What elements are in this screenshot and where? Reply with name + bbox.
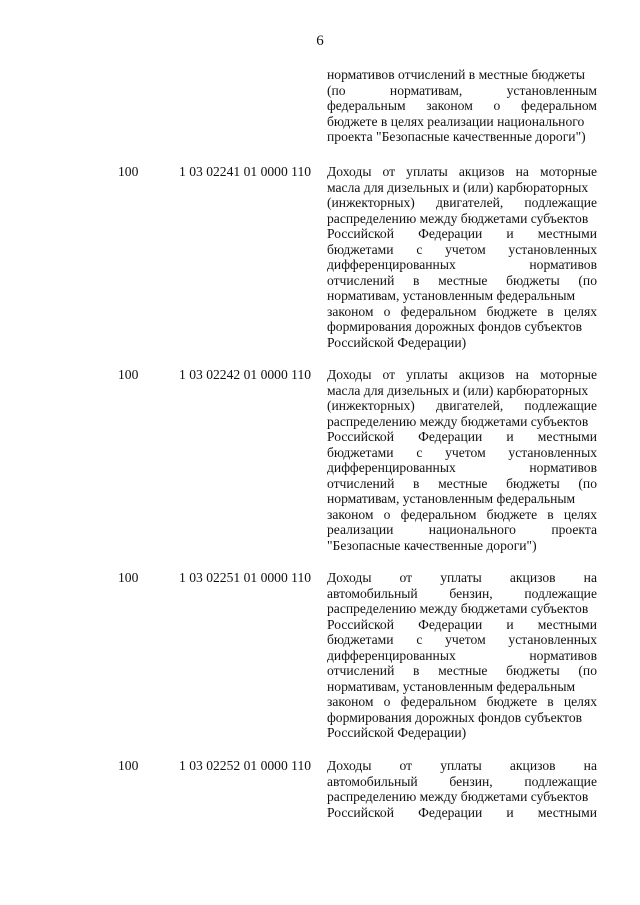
continuation-description [327, 67, 597, 145]
description-line: Российской Федерации и местными [327, 616, 597, 632]
description-line: распределению между бюджетами субъектов [327, 789, 589, 805]
description-line: нормативов отчислений в местные бюджеты [327, 67, 585, 82]
description-line: нормативам, установленным федеральным [327, 678, 576, 694]
description-line: законом о федеральном бюджете в целях [327, 694, 597, 710]
description-line: "Безопасные качественные дороги") [327, 538, 537, 554]
admin-code: 100 [118, 570, 139, 585]
description-line: Доходы от уплаты акцизов на [327, 758, 597, 773]
description-line: бюджетами с учетом установленных [327, 632, 597, 648]
description-line: бюджетами с учетом установленных [327, 444, 597, 460]
description-line: нормативам, установленным федеральным [327, 491, 576, 507]
description-line: бюджете в целях реализации национального [327, 113, 585, 129]
description-line: Российской Федерации и местными [327, 804, 597, 820]
description-line: бюджетами с учетом установленных [327, 241, 597, 257]
description-line: автомобильный бензин, подлежащие [327, 585, 597, 601]
description-line: Доходы от уплаты акцизов на [327, 570, 597, 585]
description-line: реализации национального проекта [327, 522, 597, 538]
description-line: масла для дизельных и (или) карбюраторных [327, 179, 589, 195]
description-line: Доходы от уплаты акцизов на моторные [327, 367, 597, 382]
admin-code: 100 [118, 164, 139, 179]
kbk-code: 1 03 02241 01 0000 110 [179, 164, 312, 179]
description-line: Доходы от уплаты акцизов на моторные [327, 164, 597, 179]
kbk-code: 1 03 02242 01 0000 110 [179, 367, 312, 382]
description-line: нормативам, установленным федеральным [327, 288, 576, 304]
description-line: законом о федеральном бюджете в целях [327, 303, 597, 319]
description-line: (инжекторных) двигателей, подлежащие [327, 195, 597, 211]
kbk-code: 1 03 02251 01 0000 110 [179, 570, 312, 585]
revenue-description [327, 164, 597, 351]
revenue-description [327, 570, 597, 741]
description-line: Российской Федерации и местными [327, 429, 597, 445]
description-line: отчислений в местные бюджеты (по [327, 663, 597, 679]
revenue-description [327, 758, 597, 820]
description-line: дифференцированных нормативов [327, 257, 597, 273]
description-line: отчислений в местные бюджеты (по [327, 272, 597, 288]
description-line: распределению между бюджетами субъектов [327, 413, 589, 429]
kbk-code: 1 03 02252 01 0000 110 [179, 758, 312, 773]
description-line: (по нормативам, установленным [327, 82, 597, 98]
description-line: автомобильный бензин, подлежащие [327, 773, 597, 789]
description-line: федеральным законом о федеральном [327, 98, 597, 114]
description-line: отчислений в местные бюджеты (по [327, 475, 597, 491]
description-line: Российской Федерации) [327, 725, 467, 741]
revenue-description [327, 367, 597, 554]
description-line: законом о федеральном бюджете в целях [327, 506, 597, 522]
description-line: формирования дорожных фондов субъектов [327, 709, 583, 725]
description-line: дифференцированных нормативов [327, 460, 597, 476]
description-line: проекта "Безопасные качественные дороги") [327, 129, 586, 145]
page-number: 6 [316, 33, 324, 49]
description-line: масла для дизельных и (или) карбюраторных [327, 382, 589, 398]
admin-code: 100 [118, 367, 139, 382]
description-line: Российской Федерации) [327, 335, 467, 351]
description-line: (инжекторных) двигателей, подлежащие [327, 398, 597, 414]
description-line: формирования дорожных фондов субъектов [327, 319, 583, 335]
admin-code: 100 [118, 758, 139, 773]
description-line: Российской Федерации и местными [327, 226, 597, 242]
description-line: распределению между бюджетами субъектов [327, 601, 589, 617]
description-line: дифференцированных нормативов [327, 647, 597, 663]
description-line: распределению между бюджетами субъектов [327, 210, 589, 226]
